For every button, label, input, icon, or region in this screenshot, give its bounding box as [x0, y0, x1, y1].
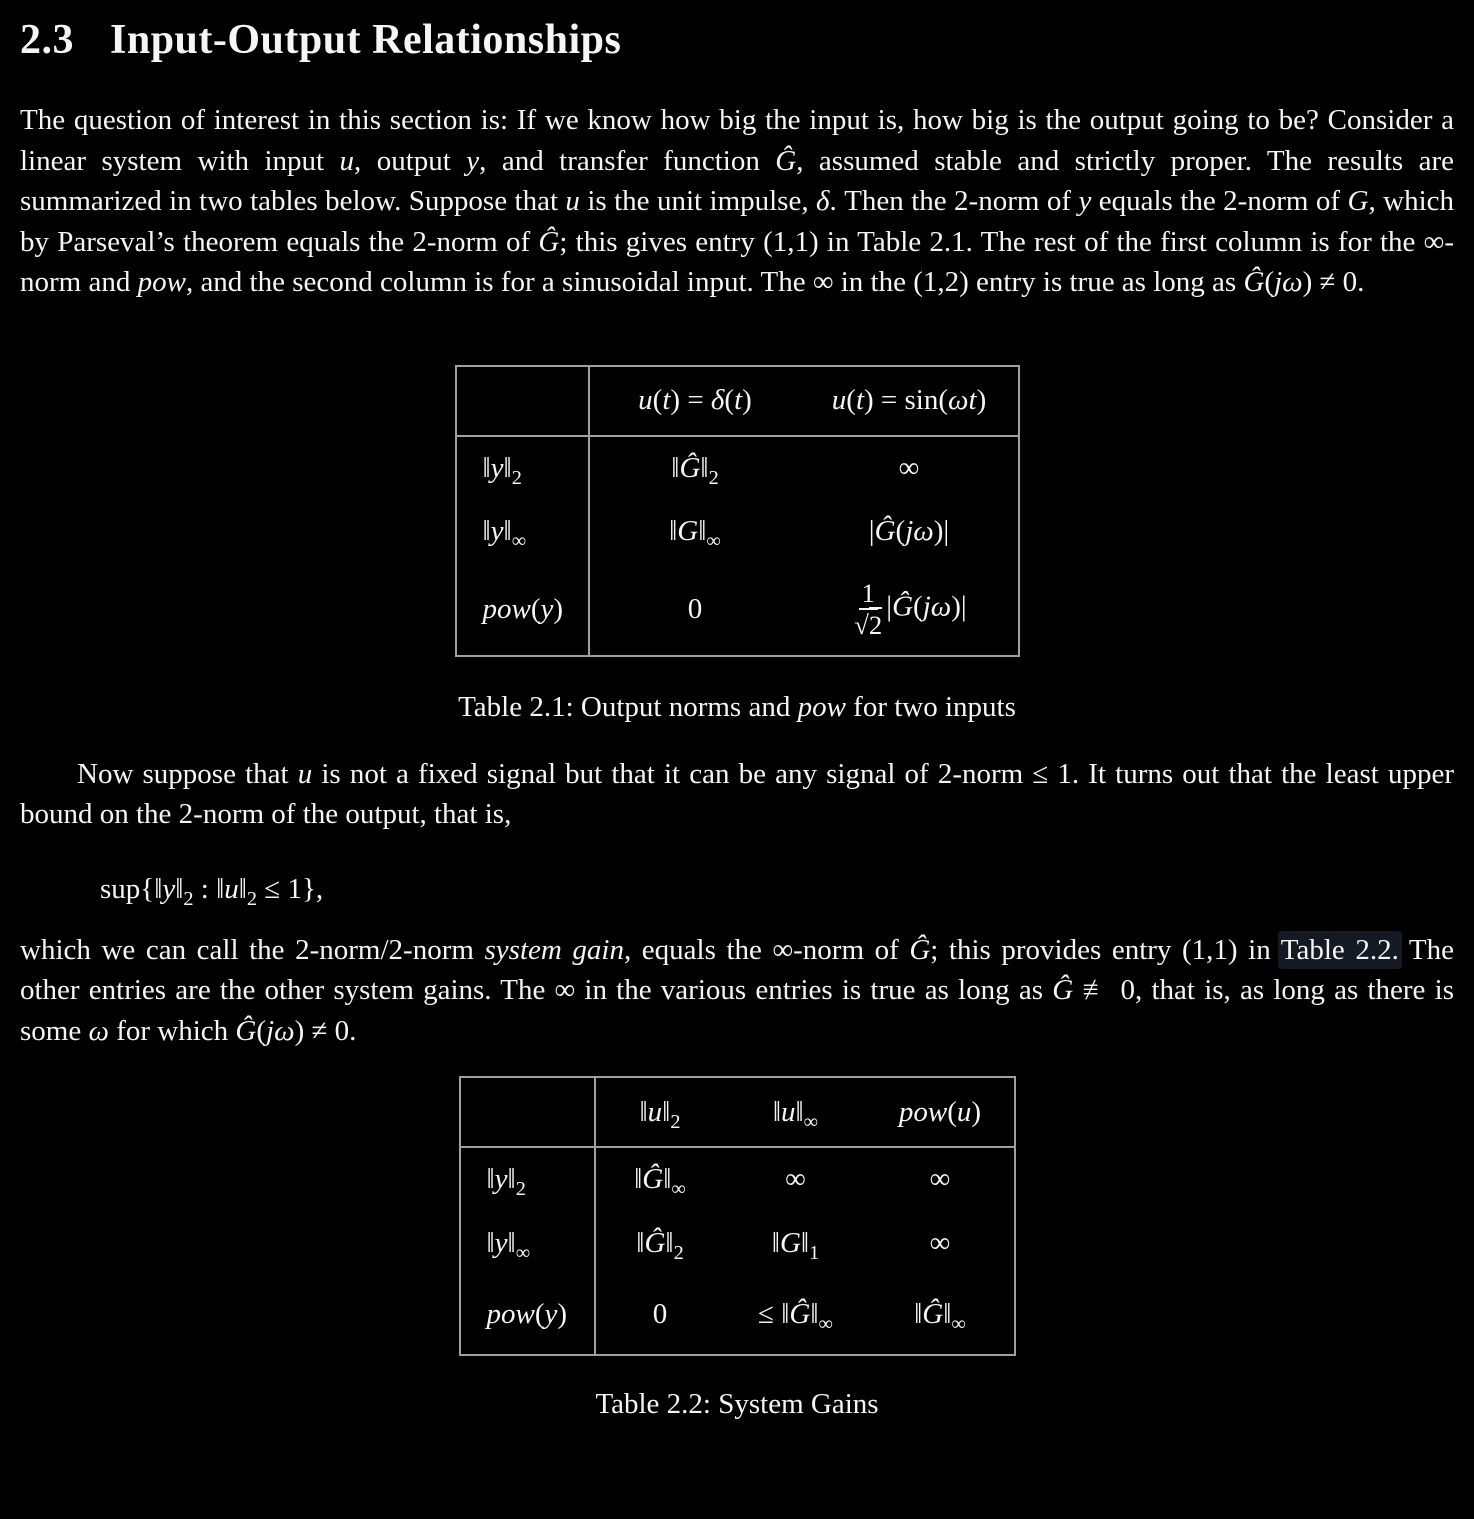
table-cell: 0: [652, 1298, 668, 1330]
section-title: Input-Output Relationships: [110, 17, 622, 63]
paragraph-1: The question of interest in this section is: If we know how big the input is, how big is the output going to be? Consider a linear system with input u, output y, and transfer function Ĝ, assumed stable and strictly proper. The results are summarized in two tables below. Suppose that u is the unit impulse, δ. Then the 2-norm of y equals the 2-norm of G, which by Parseval’s theorem equals the 2-norm of Ĝ; this gives entry (1,1) in Table 2.1. The rest of the first column is for the ∞-norm and pow, and the second column is for a sinusoidal input. The ∞ in the (1,2) entry is true as long as Ĝ(jω) ≠ 0.: [20, 104, 1455, 298]
paragraph-2: Now suppose that u is not a fixed signal but that it can be any signal of 2-norm ≤ 1. It turns out that the least upper bound on the 2-norm of the output, that is,: [20, 757, 1454, 830]
table-cell: ∞: [898, 451, 920, 484]
table-row: [460, 1211, 1015, 1275]
table-cell: 0: [687, 592, 703, 625]
table-2-2-link[interactable]: Table 2.2.: [1280, 933, 1399, 966]
table-row: [460, 1275, 1015, 1355]
table-2-1-container: [20, 365, 1454, 657]
section-heading: [20, 16, 1454, 64]
column-header: u(t) = δ(t): [589, 366, 801, 436]
row-header: $‖y‖_\infty$: [456, 500, 589, 564]
table-cell: $‖G‖_\infty$: [669, 515, 721, 552]
row-header: pow(y): [460, 1275, 595, 1355]
column-header: $‖u‖_2$: [595, 1077, 725, 1147]
column-header: $‖u‖_\infty$: [725, 1077, 867, 1147]
corner-cell: [460, 1077, 595, 1147]
table-row: [456, 564, 1019, 656]
table-header-row: [456, 366, 1019, 436]
table-2-2: [459, 1076, 1016, 1356]
column-header: pow(u): [867, 1077, 1015, 1147]
row-header: $‖y‖_2$: [456, 436, 589, 500]
fraction: $\frac{1}{√2}$: [854, 577, 883, 640]
column-header: u(t) = sin(ωt): [801, 366, 1019, 436]
table-row: [456, 500, 1019, 564]
table-cell: ∞: [929, 1226, 951, 1259]
table-cell: $‖Ĝ‖_\infty$: [914, 1298, 966, 1335]
table-cell: ∞: [929, 1163, 951, 1195]
section-number: 2.3: [20, 17, 74, 63]
row-header: $‖y‖_2$: [460, 1147, 595, 1211]
table-header-row: [460, 1077, 1015, 1147]
table-2-1-caption: Table 2.1: Output norms and pow for two inputs: [458, 690, 1016, 723]
table-cell: |Ĝ(jω)|: [868, 515, 950, 547]
table-cell: ≤ $‖Ĝ‖_\infty$: [758, 1298, 833, 1335]
table-2-2-container: [20, 1076, 1454, 1356]
table-cell: ∞: [785, 1163, 806, 1195]
row-header: $‖y‖_\infty$: [460, 1211, 595, 1275]
display-formula: $sup\{‖y‖_2$ : $‖u‖_2 \le 1$},: [100, 872, 324, 910]
row-header: pow(y): [456, 564, 589, 656]
corner-cell: [456, 366, 589, 436]
table-cell: $‖Ĝ‖_\infty$: [634, 1163, 686, 1200]
table-2-1: [455, 365, 1020, 657]
table-cell: $‖Ĝ‖_2$: [636, 1226, 684, 1264]
table-2-2-caption: Table 2.2: System Gains: [595, 1388, 879, 1420]
table-cell: $‖G‖_1$: [771, 1226, 820, 1264]
table-row: [456, 436, 1019, 500]
square-root: √2: [854, 607, 882, 640]
paragraph-3: which we can call the 2-norm/2-norm system gain, equals the ∞-norm of Ĝ; this provides entry (1,1) in Table 2.2. The other entries are the other system gains. The ∞ in the various entries is true as long as Ĝ ≢ 0, that is, as long as there is some ω for which Ĝ(jω) ≠ 0.: [20, 933, 1455, 1047]
table-cell: $\frac{1}{√2}$ |Ĝ(jω)|: [854, 577, 967, 640]
table-row: [460, 1147, 1015, 1211]
table-cell: $‖Ĝ‖_2$: [671, 451, 719, 489]
